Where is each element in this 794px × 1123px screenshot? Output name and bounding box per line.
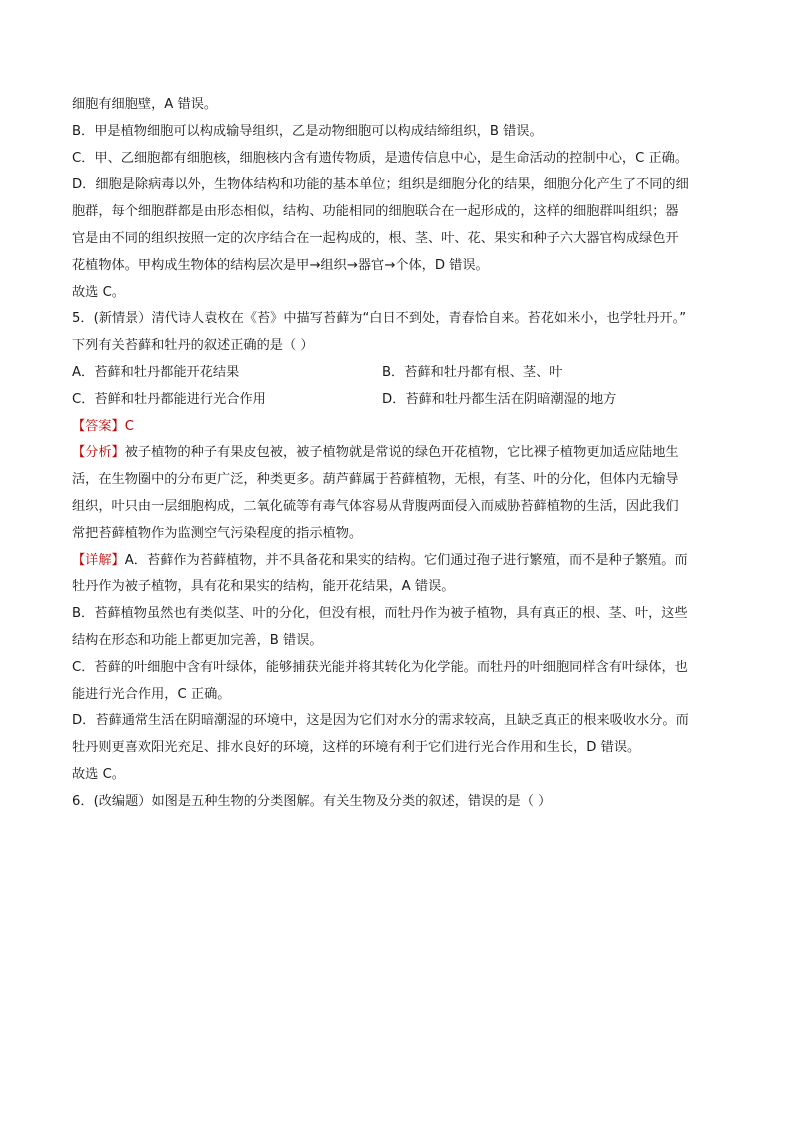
answer-tag: 【答案】 [72,418,125,434]
analysis-tag: 【分析】 [72,445,125,461]
text-line: D．细胞是除病毒以外，生物体结构和功能的基本单位；组织是细胞分化的结果，细胞分化产生了不同的细 [72,177,689,193]
detail-text: A．苔藓作为苔藓植物，并不具备花和果实的结构。它们通过孢子进行繁殖，而不是种子繁殖。而 [124,552,688,568]
question-5-stem-cont: 下列有关苔藓和牡丹的叙述正确的是（ ） [72,338,314,354]
detail-line: 结构在形态和功能上都更加完善，B 错误。 [72,632,323,648]
detail-line: B．苔藓植物虽然也有类似茎、叶的分化，但没有根，而牡丹作为被子植物，具有真正的根、茎、叶，这些 [72,606,688,622]
detail-line: D．苔藓通常生活在阴暗潮湿的环境中，这是因为它们对水分的需求较高，且缺乏真正的根来吸收水分。而 [72,713,689,729]
option-b: B．苔藓和牡丹都有根、茎、叶 [382,364,563,380]
text-line: C．甲、乙细胞都有细胞核，细胞核内含有遗传物质，是遗传信息中心，是生命活动的控制中心，C 正确。 [72,150,689,166]
text-line: 花植物体。甲构成生物体的结构层次是甲→组织→器官→个体，D 错误。 [72,257,489,273]
answer-line [72,414,732,441]
analysis-text: 被子植物的种子有果皮包被，被子植物就是常说的绿色开花植物，它比裸子植物更加适应陆地生 [124,445,679,461]
document-page [72,92,732,816]
analysis-line: 活，在生物圈中的分布更广泛，种类更多。葫芦藓属于苔藓植物，无根，有茎、叶的分化，但体内无输导 [72,472,679,488]
question-5-options-row-2 [72,387,732,414]
question-5-options-row-1 [72,360,732,387]
text-line: 故选 C。 [72,284,125,300]
detail-line [72,548,732,575]
detail-line: 牡丹作为被子植物，具有花和果实的结构，能开花结果，A 错误。 [72,579,455,595]
analysis-line: 组织，叶只由一层细胞构成，二氧化硫等有毒气体容易从背腹两面侵入而威胁苔藓植物的生活，因此我们 [72,498,679,514]
answer-value: C [124,418,134,434]
question-6-stem: 6．(改编题）如图是五种生物的分类图解。有关生物及分类的叙述，错误的是（ ） [72,793,552,809]
option-d: D．苔藓和牡丹都生活在阴暗潮湿的地方 [382,391,617,407]
detail-tag: 【详解】 [72,552,125,568]
option-a: A．苔藓和牡丹都能开花结果 [72,364,240,380]
question-5-stem: 5．(新情景）清代诗人袁枚在《苔》中描写苔藓为“白日不到处，青春恰自来。苔花如米小，也学牡丹开。” [72,311,687,327]
option-c: C．苔鲜和牡丹都能进行光合作用 [72,391,266,407]
text-line: 胞群，每个细胞群都是由形态相似，结构、功能相同的细胞联合在一起形成的，这样的细胞群叫组织；器 [72,204,679,220]
detail-line: 牡丹则更喜欢阳光充足、排水良好的环境，这样的环境有利于它们进行光合作用和生长，D 错误。 [72,740,641,756]
analysis-line: 常把苔藓植物作为监测空气污染程度的指示植物。 [72,525,363,541]
text-line: B．甲是植物细胞可以构成输导组织，乙是动物细胞可以构成结缔组织，B 错误。 [72,123,543,139]
detail-line: C．苔藓的叶细胞中含有叶绿体，能够捕获光能并将其转化为化学能。而牡丹的叶细胞同样含有叶绿体，也 [72,659,688,675]
analysis-line [72,440,732,467]
detail-line: 故选 C。 [72,766,125,782]
text-line: 官是由不同的组织按照一定的次序结合在一起构成的，根、茎、叶、花、果实和种子六大器官构成绿色开 [72,230,679,246]
detail-line: 能进行光合作用，C 正确。 [72,686,231,702]
text-line: 细胞有细胞壁，A 错误。 [72,97,218,112]
